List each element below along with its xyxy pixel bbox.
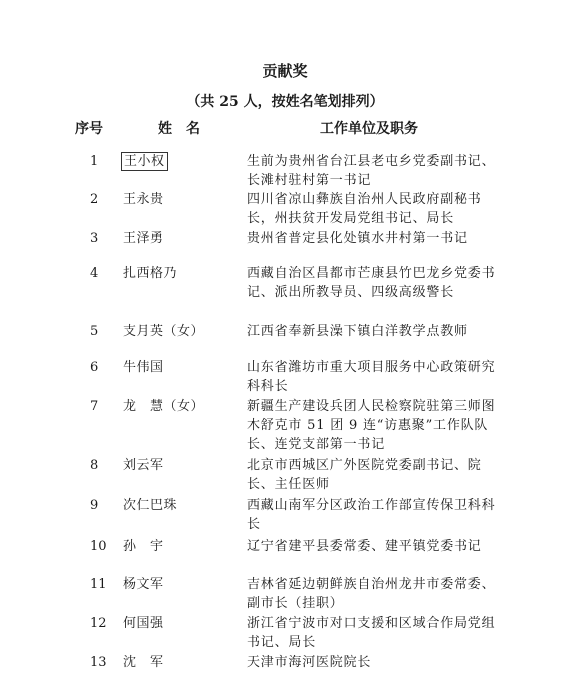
row-work: 江西省奉新县澡下镇白洋教学点教师 [247,324,468,339]
document-subtitle: （共 25 人，按姓名笔划排列） [186,94,384,110]
row-work: 山东省潍坊市重大项目服务中心政策研究科科长 [247,360,496,394]
row-work: 辽宁省建平县委常委、建平镇党委书记 [247,539,482,554]
row-name: 支月英（女） [123,324,205,339]
row-no: 1 [90,154,99,169]
header-work: 工作单位及职务 [320,121,418,137]
row-no: 9 [90,498,99,513]
row-no: 2 [90,192,99,207]
row-name: 王小权 [121,152,168,171]
row-no: 5 [90,324,99,339]
row-name: 次仁巴珠 [123,498,178,513]
row-name: 何国强 [123,616,164,631]
row-work: 新疆生产建设兵团人民检察院驻第三师图木舒克市 51 团 9 连“访惠聚”工作队队长、连党支部第一书记 [247,399,496,452]
header-name: 姓名 [158,121,214,137]
row-work: 吉林省延边朝鲜族自治州龙井市委常委、副市长（挂职） [247,577,496,611]
row-no: 10 [90,539,107,554]
row-no: 4 [90,266,99,281]
row-name: 扎西格乃 [123,266,178,281]
header-no: 序号 [75,121,103,137]
row-no: 12 [90,616,107,631]
document-title: 贡献奖 [262,62,308,80]
row-name: 牛伟国 [123,360,164,375]
table-header [0,118,570,138]
row-name: 杨文军 [123,577,164,592]
row-work: 北京市西城区广外医院党委副书记、院长、主任医师 [247,458,482,492]
row-name: 沈 军 [123,655,164,670]
row-no: 13 [90,655,107,670]
row-work: 西藏山南军分区政治工作部宣传保卫科科长 [247,498,496,532]
row-work: 贵州省普定县化处镇水井村第一书记 [247,231,468,246]
row-no: 6 [90,360,99,375]
row-work: 生前为贵州省台江县老屯乡党委副书记、长滩村驻村第一书记 [247,154,496,188]
row-work: 天津市海河医院院长 [247,655,372,670]
row-name: 王泽勇 [123,231,164,246]
row-no: 8 [90,458,99,473]
row-work: 浙江省宁波市对口支援和区域合作局党组书记、局长 [247,616,496,650]
row-work: 四川省凉山彝族自治州人民政府副秘书长，州扶贫开发局党组书记、局长 [247,192,482,226]
row-name: 刘云军 [123,458,164,473]
row-no: 7 [90,399,99,414]
row-name: 王永贵 [123,192,164,207]
row-name: 龙 慧（女） [123,399,205,414]
row-no: 3 [90,231,99,246]
row-no: 11 [90,577,107,592]
row-name: 孙 宇 [123,539,164,554]
row-work: 西藏自治区昌都市芒康县竹巴龙乡党委书记、派出所教导员、四级高级警长 [247,266,496,300]
